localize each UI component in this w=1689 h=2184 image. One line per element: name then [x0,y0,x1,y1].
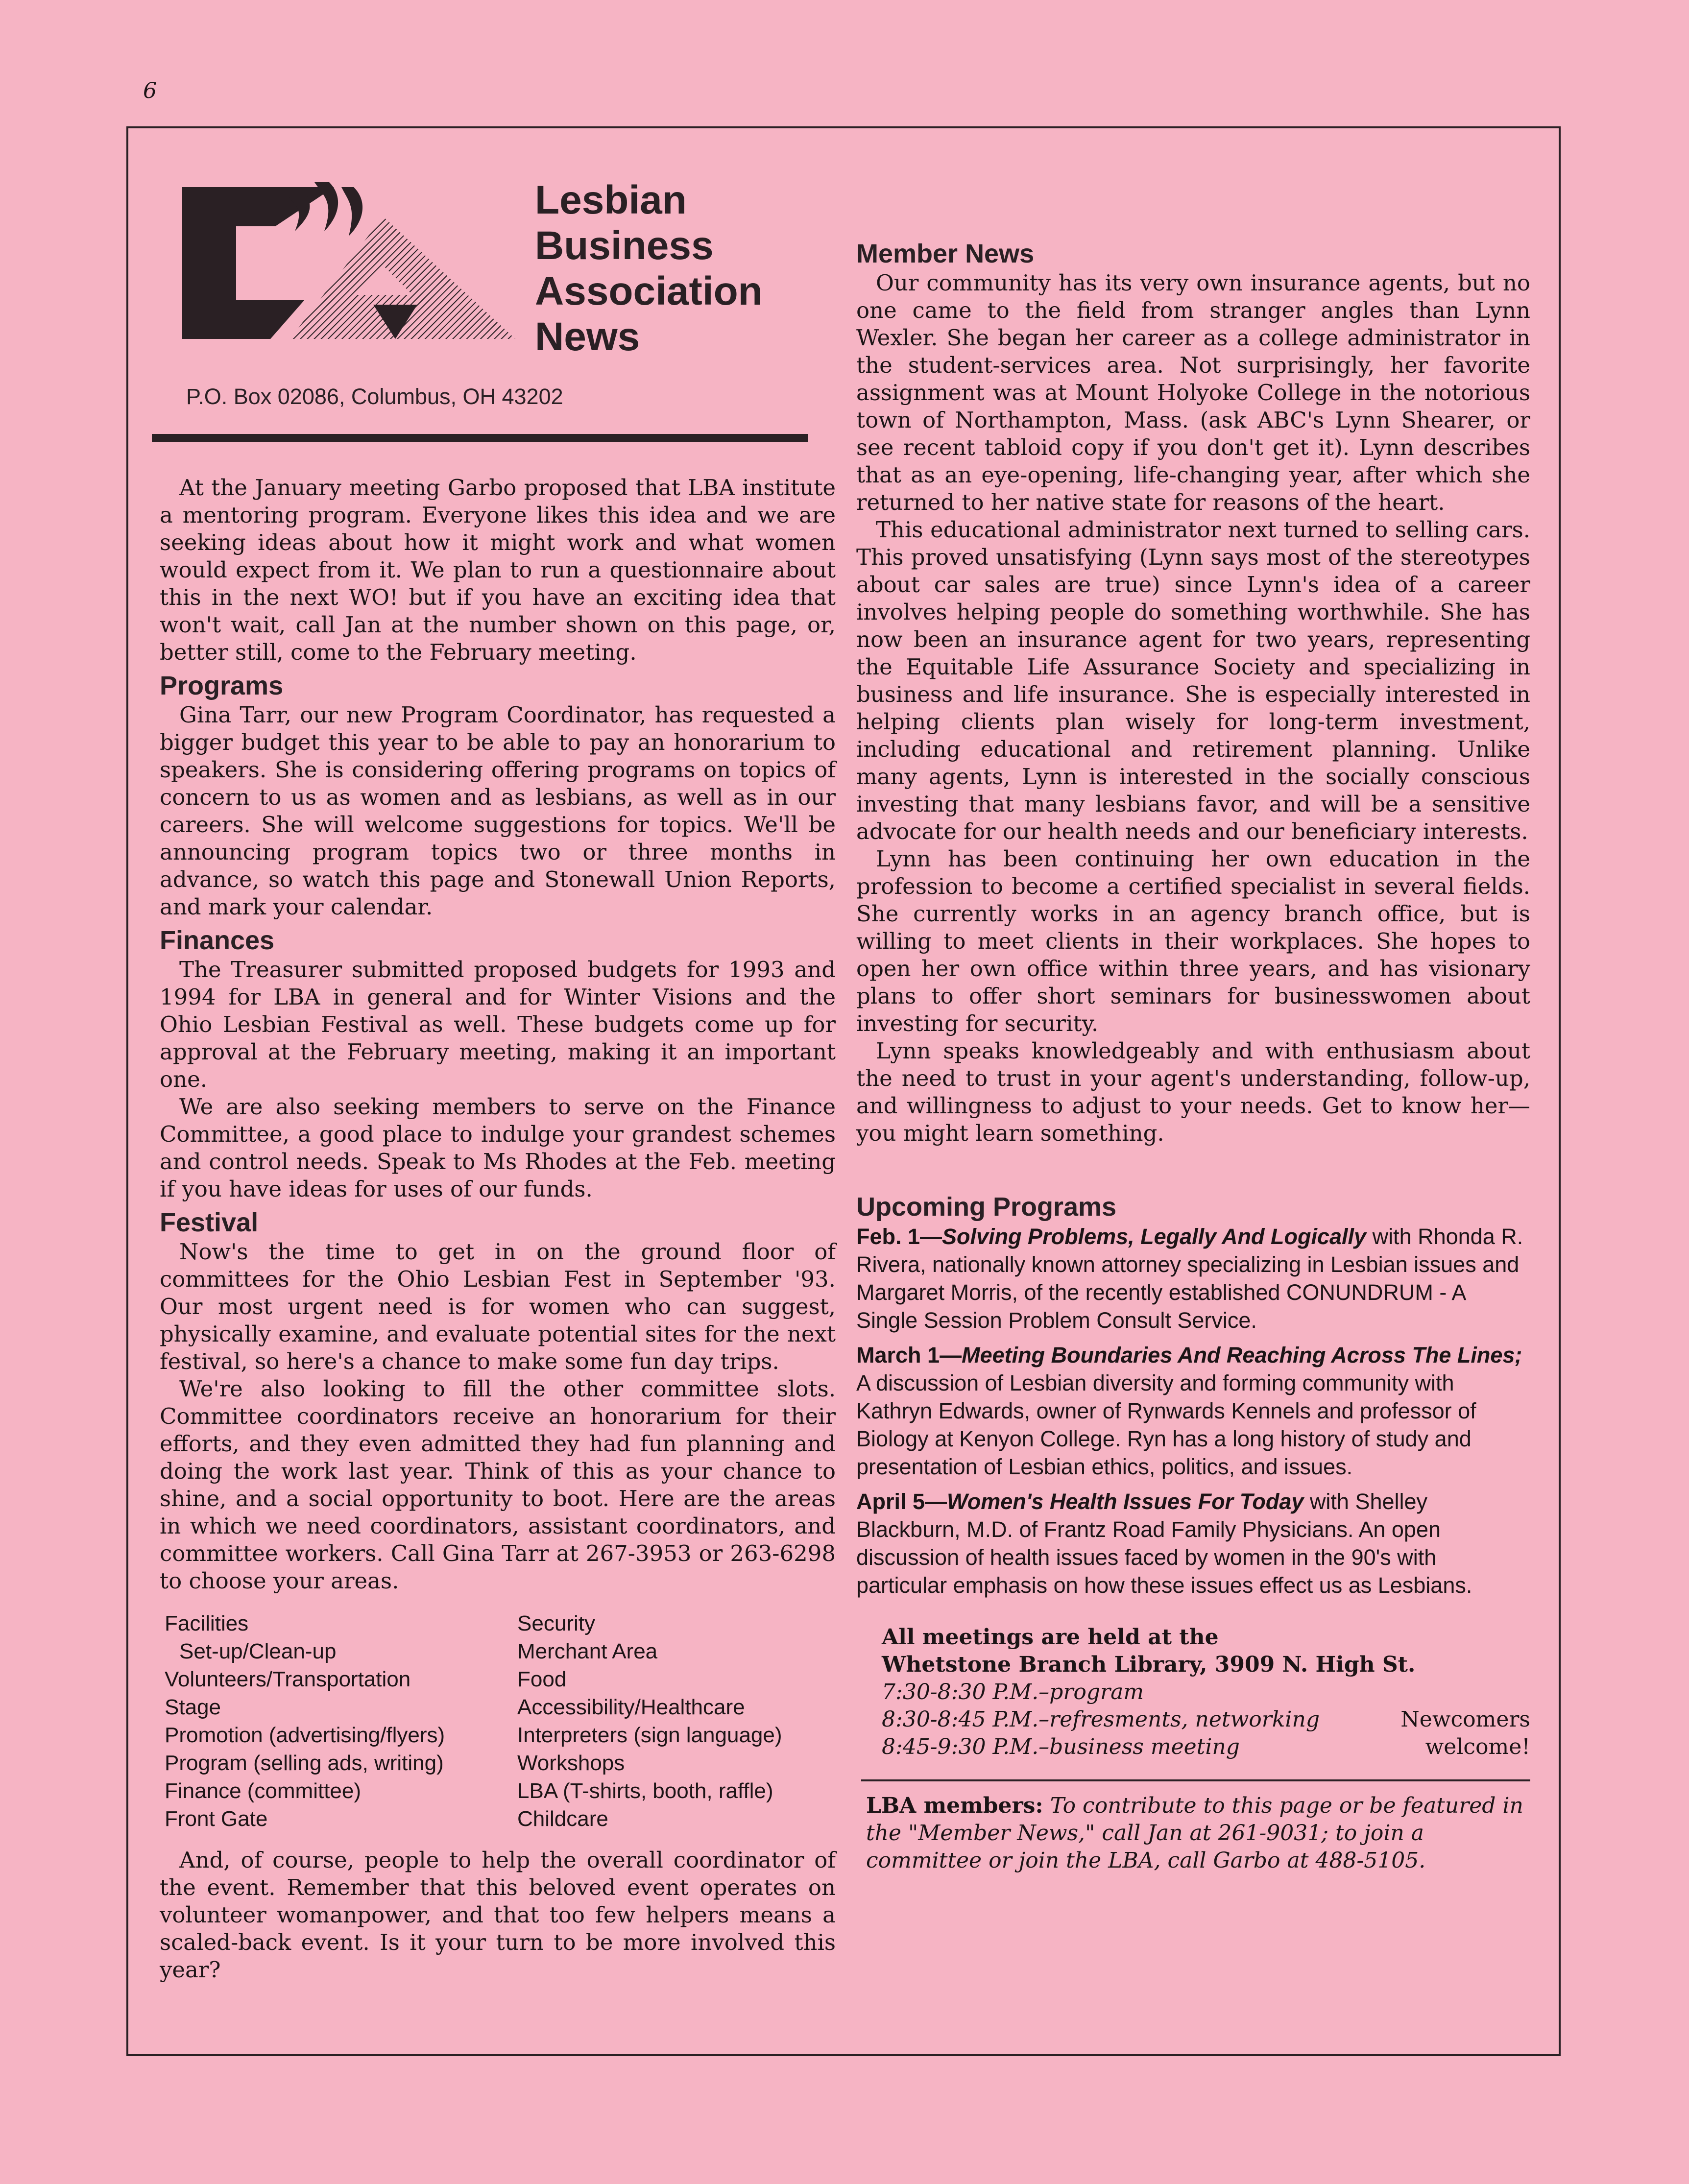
page-number: 6 [143,78,157,103]
program-item [856,1341,1530,1481]
list-item: Stage [165,1695,221,1719]
festival-heading: Festival [160,1208,259,1237]
meeting-line-1: All meetings are held at the [882,1625,1219,1650]
festival-paragraph-3: And, of course, people to help the overall coordinator of the event. Remember that this beloved event operates on volunteer womanpower, and that too few helpers means a scaled-back event. Is it your turn to be more involved this year? [160,1847,836,1983]
festival-paragraph-1: Now's the time to get in on the ground floor of committees for the Ohio Lesbian Fest in September '93. Our most urgent need is for women who can suggest, physically examine, and evaluate potential sites for the next festival, so here's a chance to make some fun day trips. [160,1239,836,1374]
intro-paragraph: At the January meeting Garbo proposed that LBA institute a mentoring program. Everyone likes this idea and we are seeking ideas about how it might work and what women would expect from it. We plan to run a questionnaire about this in the next WO! but if you have an exciting idea that won't wait, call Jan at the number shown on this page, or, better still, come to the February meeting. [160,475,836,665]
festival-paragraph-2: We're also looking to fill the other committee slots. Committee coordinators receive an honorarium for their efforts, and they even admitted they had fun planning and doing the work last year. Think of this as your chance to shine, and a social opportunity to boot. Here are the areas in which we need coordinators, assistant coordinators, and committee workers. Call Gina Tarr at 267-3953 or 263-6298 to choose your areas. [160,1376,836,1594]
footer-text: To contribute to this page or be featured in the "Member News," call Jan at 261-9031; to join a committee or join the LBA, call Garbo at 488-5105. [866,1793,1523,1873]
list-item: Childcare [517,1807,608,1831]
list-item: Front Gate [165,1807,268,1831]
meeting-schedule-1: 7:30-8:30 P.M.–program [882,1680,1144,1704]
program-description: with Shelley Blackburn, M.D. of Frantz Road Family Physicians. An open discussion of health issues faced by women in the 90's with particular emphasis on how these issues effect us as Lesbians. [856,1489,1472,1598]
newcomers-text: Newcomers [1400,1707,1530,1732]
program-description: A discussion of Lesbian diversity and forming community with Kathryn Edwards, owner of Rynwards Kennels and professor of Biology at Kenyon College. Ryn has a long history of study and presentation of Lesbian ethics, politics, and issues. [856,1370,1476,1479]
member-news-paragraph-3: Lynn has been continuing her own education in the profession to become a certified specialist in several fields. She currently works in an agency branch office, but is willing to meet clients in their workplaces. She hopes to open her own office within three years, and has visionary plans to offer short seminars for businesswomen about investing for security. [856,846,1530,1036]
right-column [856,234,1530,1874]
member-news-paragraph-1: Our community has its very own insurance agents, but no one came to the field from stranger angles than Lynn Wexler. She began her career as a college administrator in the student-services area. Not surprisingly, her favorite assignment was at Mount Holyoke College in the notorious town of Northampton, Mass. (ask ABC's Lynn Shearer, or see recent tabloid copy if you don't get it). Lynn describes that as an eye-opening, life-changing year, after which she returned to her native state for reasons of the heart. [856,270,1530,515]
list-item: Workshops [517,1751,625,1775]
list-item: LBA (T-shirts, booth, raffle) [517,1779,773,1803]
program-description: with Rhonda R. Rivera, nationally known attorney specializing in Lesbian issues and Margaret Morris, of the recently established CONUNDRUM - A Single Session Problem Consult Service. [856,1224,1523,1333]
upcoming-programs-heading: Upcoming Programs [856,1192,1117,1222]
masthead-title: Lesbian Business Association News [535,178,763,359]
program-title: Women's Health Issues For Today [947,1489,1304,1514]
finances-paragraph-2: We are also seeking members to serve on the Finance Committee, a good place to indulge your grandest schemes and control needs. Speak to Ms Rhodes at the Feb. meeting if you have ideas for uses of our funds. [160,1094,836,1202]
areas-list-1 [165,1609,517,1833]
list-item: Set-up/Clean-up [179,1639,337,1663]
list-item: Security [517,1611,595,1635]
program-item [856,1488,1530,1599]
footer-note [866,1792,1530,1874]
areas-list-2 [517,1609,782,1833]
program-date: March 1— [856,1343,962,1368]
list-item: Accessibility/Healthcare [517,1695,745,1719]
list-item: Merchant Area [517,1639,658,1663]
meeting-info [882,1624,1530,1761]
list-item: Promotion (advertising/flyers) [165,1723,445,1747]
program-title: Meeting Boundaries And Reaching Across The Lines; [962,1343,1522,1368]
lba-logo-icon [177,177,520,354]
list-item: Finance (committee) [165,1779,362,1803]
programs-heading: Programs [160,671,284,700]
program-date: Feb. 1— [856,1224,942,1249]
footer-rule [861,1779,1530,1781]
meeting-schedule-2: 8:30-8:45 P.M.–refresments, networking [882,1707,1320,1732]
committee-areas [165,1609,836,1833]
program-date: April 5— [856,1489,947,1514]
member-news-paragraph-4: Lynn speaks knowledgeably and with enthusiasm about the need to trust in your agent's understanding, follow-up, and willingness to adjust to your needs. Get to know her—you might learn something. [856,1038,1530,1146]
member-news-paragraph-2: This educational administrator next turned to selling cars. This proved unsatisfying (Lynn says most of the stereotypes about car sales are true) since Lynn's idea of a career involves helping people do something worthwhile. She has now been an insurance agent for two years, representing the Equitable Life Assurance Society and specializing in business and life insurance. She is especially interested in helping clients plan wisely for long-term investment, including educational and retirement planning. Unlike many agents, Lynn is interested in the socially conscious investing that many lesbians favor, and will be a sensitive advocate for our health needs and our beneficiary interests. [856,517,1530,844]
masthead-rule [152,434,808,442]
meeting-location: Whetstone Branch Library, 3909 N. High St. [882,1652,1416,1677]
masthead [177,177,824,409]
list-item: Facilities [165,1611,249,1635]
list-item: Interpreters (sign language) [517,1723,782,1747]
finances-paragraph-1: The Treasurer submitted proposed budgets for 1993 and 1994 for LBA in general and for Winter Visions and the Ohio Lesbian Festival as well. These budgets come up for approval at the February meeting, making it an important one. [160,957,836,1092]
masthead-address: P.O. Box 02086, Columbus, OH 43202 [186,384,563,409]
programs-paragraph: Gina Tarr, our new Program Coordinator, has requested a bigger budget this year to be able to pay an honorarium to speakers. She is considering offering programs on topics of concern to us as women and as lesbians, as well as in our careers. She will welcome suggestions for topics. We'll be announcing program topics two or three months in advance, so watch this page and Stonewall Union Reports, and mark your calendar. [160,702,836,920]
footer-label: LBA members: [866,1793,1043,1818]
list-item: Program (selling ads, writing) [165,1751,444,1775]
program-item [856,1223,1530,1334]
member-news-heading: Member News [856,239,1035,268]
list-item: Food [517,1667,567,1691]
meeting-schedule-3: 8:45-9:30 P.M.–business meeting [882,1734,1240,1759]
left-column [160,474,836,1984]
welcome-text: welcome! [1425,1734,1530,1759]
list-item: Volunteers/Transportation [165,1667,411,1691]
program-title: Solving Problems, Legally And Logically [942,1224,1367,1249]
finances-heading: Finances [160,926,275,955]
